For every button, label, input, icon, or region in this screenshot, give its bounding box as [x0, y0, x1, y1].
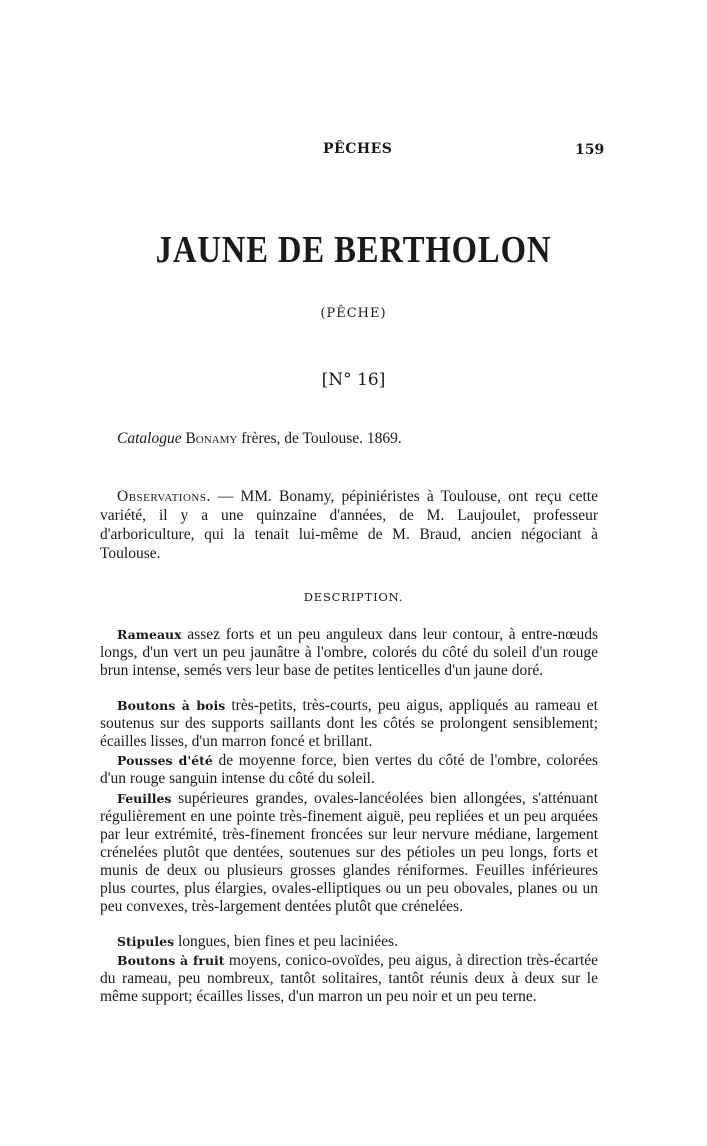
entry-term: Pousses d'été [117, 753, 213, 768]
entry-stipules [100, 933, 598, 951]
entry-pousses-d-ete [100, 752, 598, 788]
entry-text: très-petits, très-courts, peu aigus, appliqués au rameau et soutenus sur des supports saillants dont les côtés se prolongent sensiblement; écailles lisses, d'un marron foncé et brillant. [100, 697, 598, 750]
page-header [0, 141, 707, 163]
page-number: 159 [575, 142, 605, 158]
entry-term: Feuilles [117, 791, 172, 806]
catalogue-reference [117, 430, 402, 448]
subtitle: (PÊCHE) [320, 306, 387, 321]
entry-boutons-a-bois [100, 697, 598, 751]
page-title: JAUNE DE BERTHOLON [155, 229, 552, 271]
running-title: PÊCHES [323, 141, 393, 157]
catalogue-name: Bonamy [185, 430, 238, 447]
entry-term: Boutons à bois [117, 698, 226, 713]
observations-lead: Observations. [117, 488, 211, 505]
catalogue-label: Catalogue [117, 430, 182, 447]
entry-feuilles [100, 790, 598, 916]
entry-term: Boutons à fruit [117, 953, 225, 968]
entry-text: assez forts et un peu anguleux dans leur contour, à entre-nœuds longs, d'un vert un peu jaunâtre à l'ombre, colorés du côté du soleil d'un rouge brun intense, semés vers leur base de petites lenticelles d'un jaune doré. [100, 626, 598, 679]
entry-term: Stipules [117, 934, 175, 949]
variety-number: [N° 16] [321, 370, 386, 390]
entry-rameaux [100, 626, 598, 680]
entry-boutons-a-fruit [100, 952, 598, 1006]
entry-text: longues, bien fines et peu laciniées. [174, 933, 398, 950]
observations-paragraph [100, 487, 598, 563]
description-heading: DESCRIPTION. [303, 590, 404, 604]
entry-term: Rameaux [117, 627, 182, 642]
observations-text: — MM. Bonamy, pépiniéristes à Toulouse, ont reçu cette variété, il y a une quinzaine d'années, de M. Laujoulet, professeur d'arboriculture, qui la tenait lui-même de M. Braud, ancien négociant à Toulouse. [100, 488, 598, 562]
entry-text: de moyenne force, bien vertes du côté de l'ombre, colorées d'un rouge sanguin intense du côté du soleil. [100, 752, 598, 787]
entry-text: moyens, conico-ovoïdes, peu aigus, à direction très-écartée du rameau, peu nombreux, tantôt solitaires, tantôt réunis deux à deux sur le même support; écailles lisses, d'un marron un peu noir et un peu terne. [100, 952, 599, 1005]
entry-text: supérieures grandes, ovales-lancéolées bien allongées, s'atténuant régulièrement en une pointe très-finement aiguë, peu repliées et un peu arquées par leur extrémité, très-finement froncées sur leur nervure médiane, largement crénelées plutôt que dentées, soutenues sur des pétioles un peu longs, forts et munis de deux ou plusieurs grosses glandes réniformes. Feuilles inférieures plus courtes, plus élargies, ovales-elliptiques ou un peu obovales, planes ou un peu convexes, très-largement dentées plutôt que crénelées. [100, 790, 598, 915]
catalogue-rest: frères, de Toulouse. 1869. [237, 430, 402, 447]
